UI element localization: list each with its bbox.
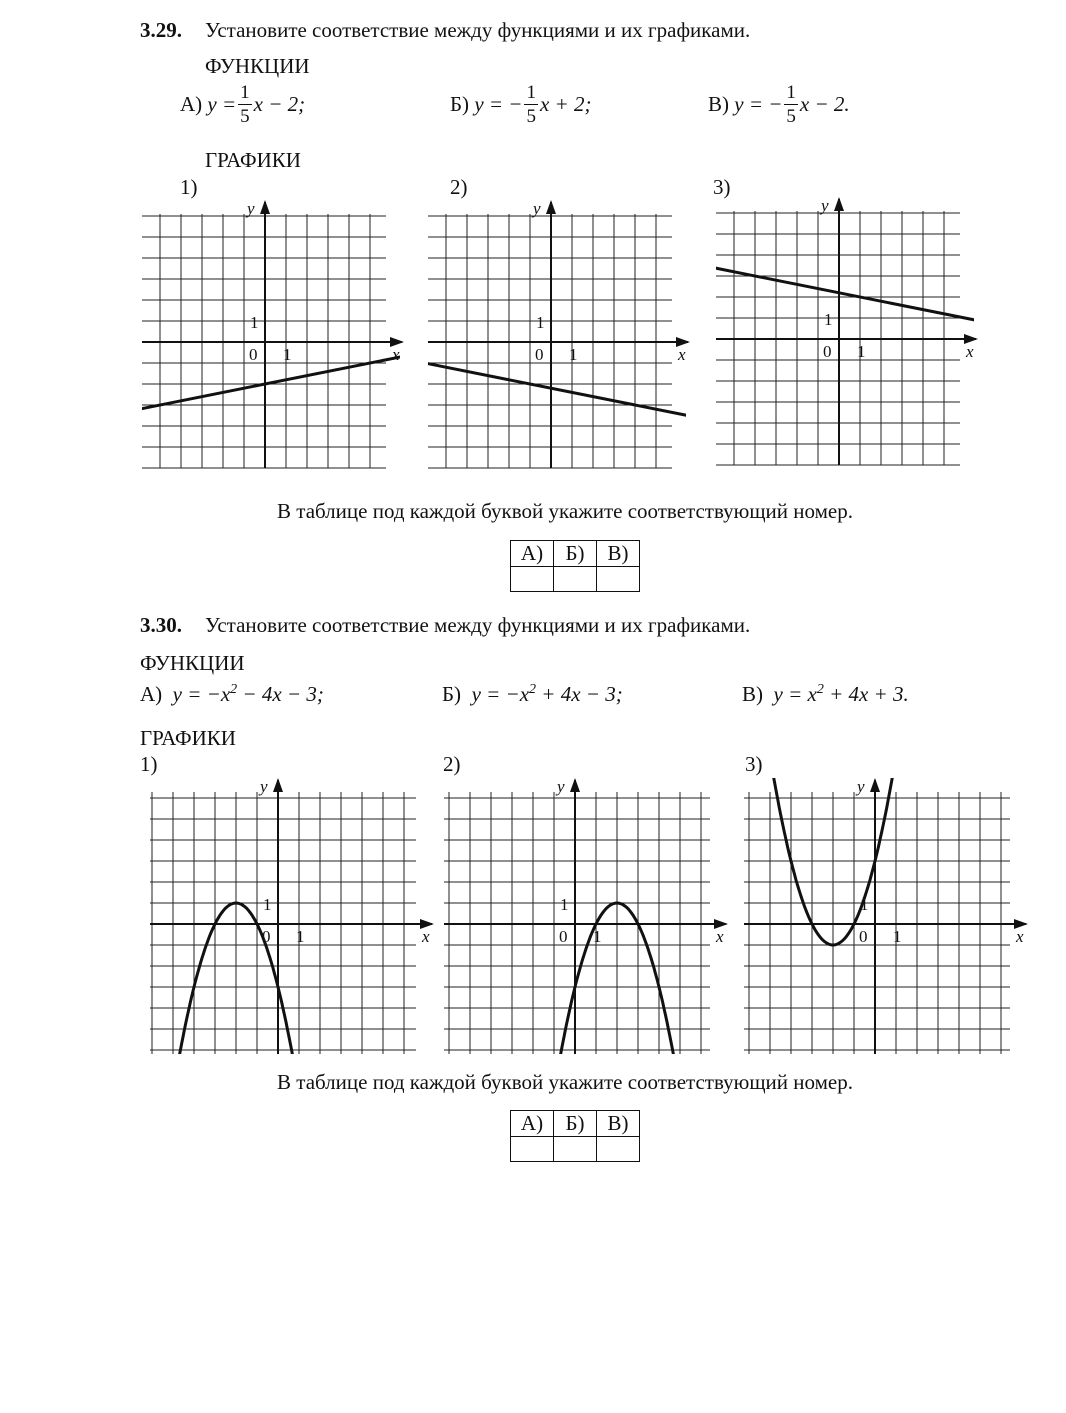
- fraction: [238, 83, 252, 126]
- function-part: − 4x − 3;: [237, 682, 324, 706]
- y-axis-arrow: [834, 197, 844, 211]
- graphs-heading: ГРАФИКИ: [140, 726, 236, 750]
- graph-329-3: [712, 197, 980, 469]
- x-axis-label: x: [392, 345, 400, 364]
- function-letter: Б): [450, 92, 470, 116]
- function-part: + 4x − 3;: [536, 682, 623, 706]
- origin-label: 0: [535, 345, 544, 364]
- answer-cell[interactable]: [554, 1137, 597, 1162]
- y-unit-label: 1: [860, 895, 869, 914]
- answer-cell[interactable]: [554, 567, 597, 592]
- graphs-heading: ГРАФИКИ: [205, 148, 301, 172]
- y-axis-label: y: [557, 778, 565, 796]
- function-post: x − 2.: [799, 92, 850, 116]
- origin-label: 0: [859, 927, 868, 946]
- function-pre: y = −: [474, 92, 523, 116]
- y-axis-arrow: [273, 778, 283, 792]
- fraction: [524, 83, 538, 126]
- exponent: 2: [816, 682, 824, 697]
- answer-header: В): [597, 541, 640, 567]
- answer-cell[interactable]: [597, 1137, 640, 1162]
- function-letter: Б): [442, 682, 462, 706]
- origin-label: 0: [249, 345, 258, 364]
- answer-header: В): [597, 1111, 640, 1137]
- function-post: x − 2;: [253, 92, 306, 116]
- graph-329-1: [138, 200, 406, 472]
- exponent: 2: [529, 682, 537, 697]
- function-letter: В): [742, 682, 763, 706]
- answer-table: [510, 540, 640, 592]
- problem-task: Установите соответствие между функциями и их графиками.: [205, 18, 751, 42]
- y-axis-label: y: [821, 197, 829, 215]
- answer-cell[interactable]: [511, 1137, 554, 1162]
- answer-header: Б): [554, 541, 597, 567]
- answer-header: А): [511, 1111, 554, 1137]
- function-letter: А): [180, 92, 203, 116]
- origin-label: 0: [262, 927, 271, 946]
- x-unit-label: 1: [593, 927, 602, 946]
- function-b: [450, 83, 591, 126]
- function-v: [742, 682, 909, 707]
- function-a: [180, 83, 305, 126]
- graph-label: 3): [745, 752, 763, 776]
- x-unit-label: 1: [569, 345, 578, 364]
- graph-330-3: [740, 778, 1030, 1058]
- numerator: 1: [526, 82, 536, 103]
- graph-label: 1): [140, 752, 158, 776]
- problem-number: 3.30.: [140, 613, 182, 637]
- y-unit-label: 1: [250, 313, 259, 332]
- graph-label: 2): [450, 175, 468, 199]
- y-axis-arrow: [570, 778, 580, 792]
- problem-task: Установите соответствие между функциями и их графиками.: [205, 613, 751, 637]
- function-part: y = x: [773, 682, 817, 706]
- function-pre: y = −: [734, 92, 783, 116]
- answer-header: А): [511, 541, 554, 567]
- x-axis-label: x: [716, 927, 724, 946]
- exponent: 2: [230, 682, 238, 697]
- function-post: x + 2;: [539, 92, 592, 116]
- graph-label: 1): [180, 175, 198, 199]
- y-unit-label: 1: [263, 895, 272, 914]
- graph-330-1: [146, 778, 436, 1058]
- functions-heading: ФУНКЦИИ: [140, 651, 245, 675]
- fraction: [784, 83, 798, 126]
- function-letter: В): [708, 92, 729, 116]
- answer-table: [510, 1110, 640, 1162]
- instruction: В таблице под каждой буквой укажите соответствующий номер.: [277, 499, 853, 523]
- answer-header: Б): [554, 1111, 597, 1137]
- denominator: 5: [240, 106, 250, 127]
- y-axis-arrow: [870, 778, 880, 792]
- answer-cell[interactable]: [597, 567, 640, 592]
- numerator: 1: [786, 82, 796, 103]
- graph-329-2: [424, 200, 692, 472]
- y-axis-arrow: [546, 200, 556, 214]
- answer-cell[interactable]: [511, 567, 554, 592]
- x-unit-label: 1: [893, 927, 902, 946]
- problem-number: 3.29.: [140, 18, 182, 42]
- function-part: y = −x: [471, 682, 530, 706]
- function-v: [708, 83, 850, 126]
- function-part: + 4x + 3.: [823, 682, 909, 706]
- graph-curve: [425, 363, 692, 418]
- x-unit-label: 1: [283, 345, 292, 364]
- function-a: [140, 682, 324, 707]
- y-axis-label: y: [247, 200, 255, 218]
- origin-label: 0: [559, 927, 568, 946]
- y-unit-label: 1: [824, 310, 833, 329]
- graph-label: 3): [713, 175, 731, 199]
- x-axis-label: x: [966, 342, 974, 361]
- x-unit-label: 1: [296, 927, 305, 946]
- function-b: [442, 682, 623, 707]
- instruction: В таблице под каждой буквой укажите соответствующий номер.: [277, 1070, 853, 1094]
- y-axis-label: y: [533, 200, 541, 218]
- x-axis-label: x: [1016, 927, 1024, 946]
- x-axis-label: x: [678, 345, 686, 364]
- function-part: y = −x: [172, 682, 231, 706]
- function-pre: y =: [207, 92, 237, 116]
- graph-330-2: [440, 778, 730, 1058]
- numerator: 1: [240, 82, 250, 103]
- origin-label: 0: [823, 342, 832, 361]
- y-axis-label: y: [260, 778, 268, 796]
- graph-label: 2): [443, 752, 461, 776]
- functions-heading: ФУНКЦИИ: [205, 54, 310, 78]
- function-letter: А): [140, 682, 163, 706]
- x-axis-label: x: [422, 927, 430, 946]
- y-axis-label: y: [857, 778, 865, 796]
- y-axis-arrow: [260, 200, 270, 214]
- x-unit-label: 1: [857, 342, 866, 361]
- y-unit-label: 1: [536, 313, 545, 332]
- denominator: 5: [526, 106, 536, 127]
- denominator: 5: [786, 106, 796, 127]
- y-unit-label: 1: [560, 895, 569, 914]
